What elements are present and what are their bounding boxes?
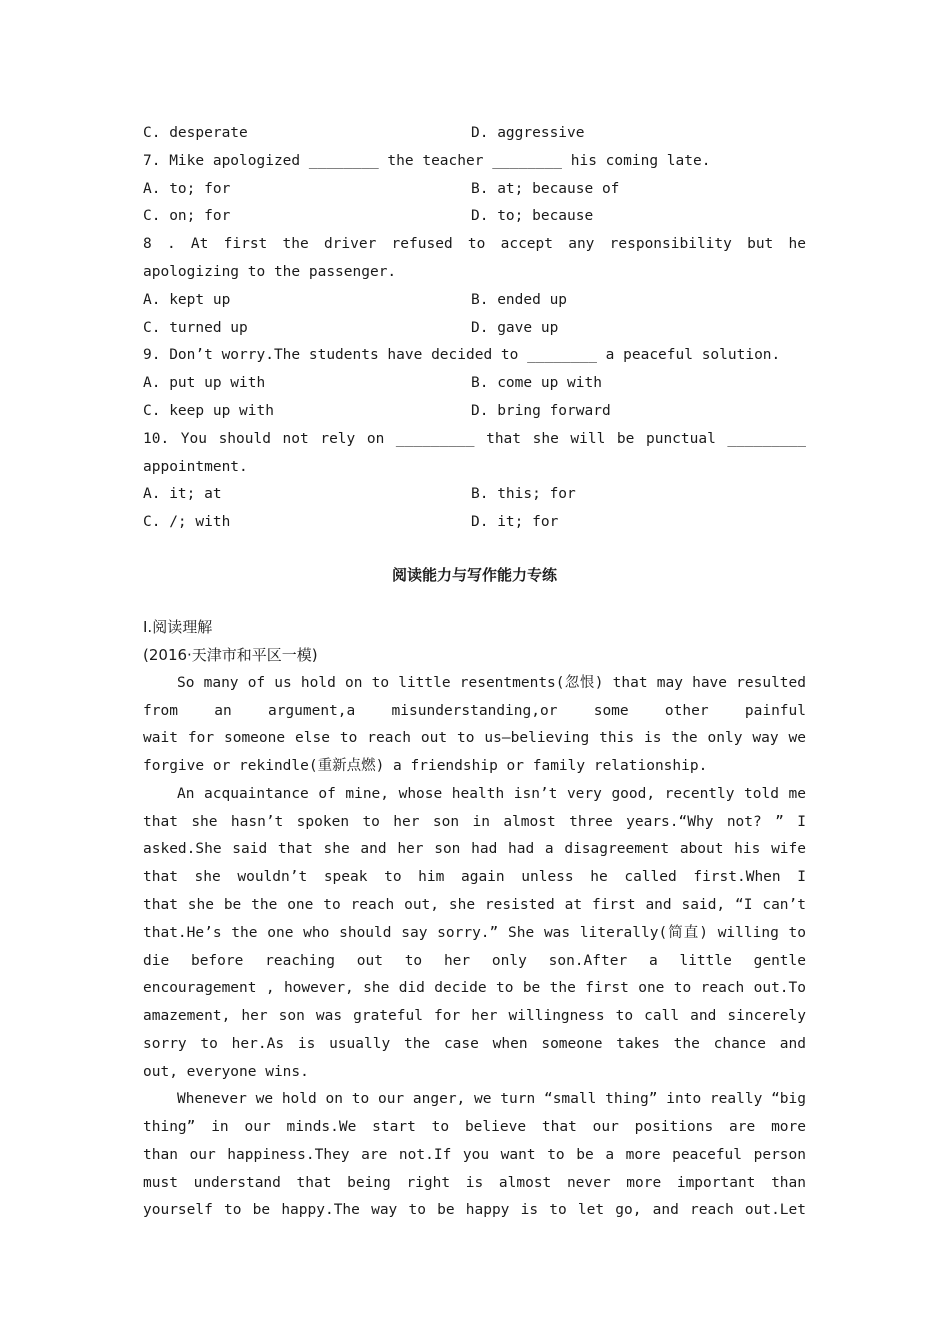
- q7-option-a: A. to; for: [143, 181, 231, 197]
- q10-option-b: B. this; for: [471, 486, 576, 502]
- q9-stem: 9. Don’t worry.The students have decided to ________ a peaceful solution.: [143, 347, 781, 363]
- q7-option-c: C. on; for: [143, 208, 231, 224]
- passage-line: yourself to be happy.The way to be happy is to let go, and reach out.Let: [143, 1202, 806, 1218]
- q10-option-c: C. /; with: [143, 514, 231, 530]
- passage-line: out, everyone wins.: [143, 1064, 309, 1080]
- passage-line: So many of us hold on to little resentments(忽恨) that may have resulted: [177, 675, 806, 691]
- passage-line: that she wouldn’t speak to him again unless he called first.When I: [143, 869, 806, 885]
- passage-line: that.He’s the one who should say sorry.” She was literally(简直) willing to: [143, 925, 806, 941]
- passage-line: than our happiness.They are not.If you want to be a more peaceful person: [143, 1147, 806, 1163]
- q10-stem-line-2: appointment.: [143, 459, 248, 475]
- q8-stem-line-1: 8 . At first the driver refused to accept any responsibility but he: [143, 236, 806, 252]
- q6-option-d: D. aggressive: [471, 125, 585, 141]
- passage-line: encouragement , however, she did decide to be the first one to reach out.To: [143, 980, 806, 996]
- passage-line: die before reaching out to her only son.After a little gentle: [143, 953, 806, 969]
- passage-line: forgive or rekindle(重新点燃) a friendship or family relationship.: [143, 758, 708, 774]
- q10-option-a: A. it; at: [143, 486, 222, 502]
- q8-option-d: D. gave up: [471, 320, 559, 336]
- passage-line: must understand that being right is almost never more important than: [143, 1175, 806, 1191]
- part-label: Ⅰ.阅读理解: [143, 618, 213, 636]
- section-title: 阅读能力与写作能力专练: [391, 566, 557, 584]
- passage-line: that she hasn’t spoken to her son in almost three years.“Why not? ” I: [143, 814, 806, 830]
- passage-line: from an argument,a misunderstanding,or some other painful: [143, 703, 806, 719]
- passage-line: wait for someone else to reach out to us—believing this is the only way we: [143, 730, 806, 746]
- q7-option-b: B. at; because of: [471, 181, 620, 197]
- q6-option-c: C. desperate: [143, 125, 248, 141]
- passage-line: that she be the one to reach out, she resisted at first and said, “I can’t: [143, 897, 806, 913]
- q8-option-a: A. kept up: [143, 292, 231, 308]
- passage-line: An acquaintance of mine, whose health isn’t very good, recently told me: [177, 786, 806, 802]
- passage-line: amazement, her son was grateful for her willingness to call and sincerely: [143, 1008, 806, 1024]
- q9-option-c: C. keep up with: [143, 403, 274, 419]
- passage-line: thing” in our minds.We start to believe that our positions are more: [143, 1119, 806, 1135]
- source-note: (2016·天津市和平区一模): [143, 646, 318, 664]
- passage-line: sorry to her.As is usually the case when someone takes the chance and: [143, 1036, 806, 1052]
- q9-option-d: D. bring forward: [471, 403, 611, 419]
- q8-stem-line-2: apologizing to the passenger.: [143, 264, 397, 280]
- q9-option-a: A. put up with: [143, 375, 266, 391]
- q7-stem: 7. Mike apologized ________ the teacher ________ his coming late.: [143, 153, 711, 169]
- q9-option-b: B. come up with: [471, 375, 602, 391]
- q7-option-d: D. to; because: [471, 208, 594, 224]
- q8-option-c: C. turned up: [143, 320, 248, 336]
- q10-option-d: D. it; for: [471, 514, 559, 530]
- passage-line: Whenever we hold on to our anger, we turn “small thing” into really “big: [177, 1091, 806, 1107]
- q10-stem-line-1: 10. You should not rely on _________ that she will be punctual _________: [143, 431, 806, 447]
- passage-line: asked.She said that she and her son had had a disagreement about his wife: [143, 841, 806, 857]
- q8-option-b: B. ended up: [471, 292, 568, 308]
